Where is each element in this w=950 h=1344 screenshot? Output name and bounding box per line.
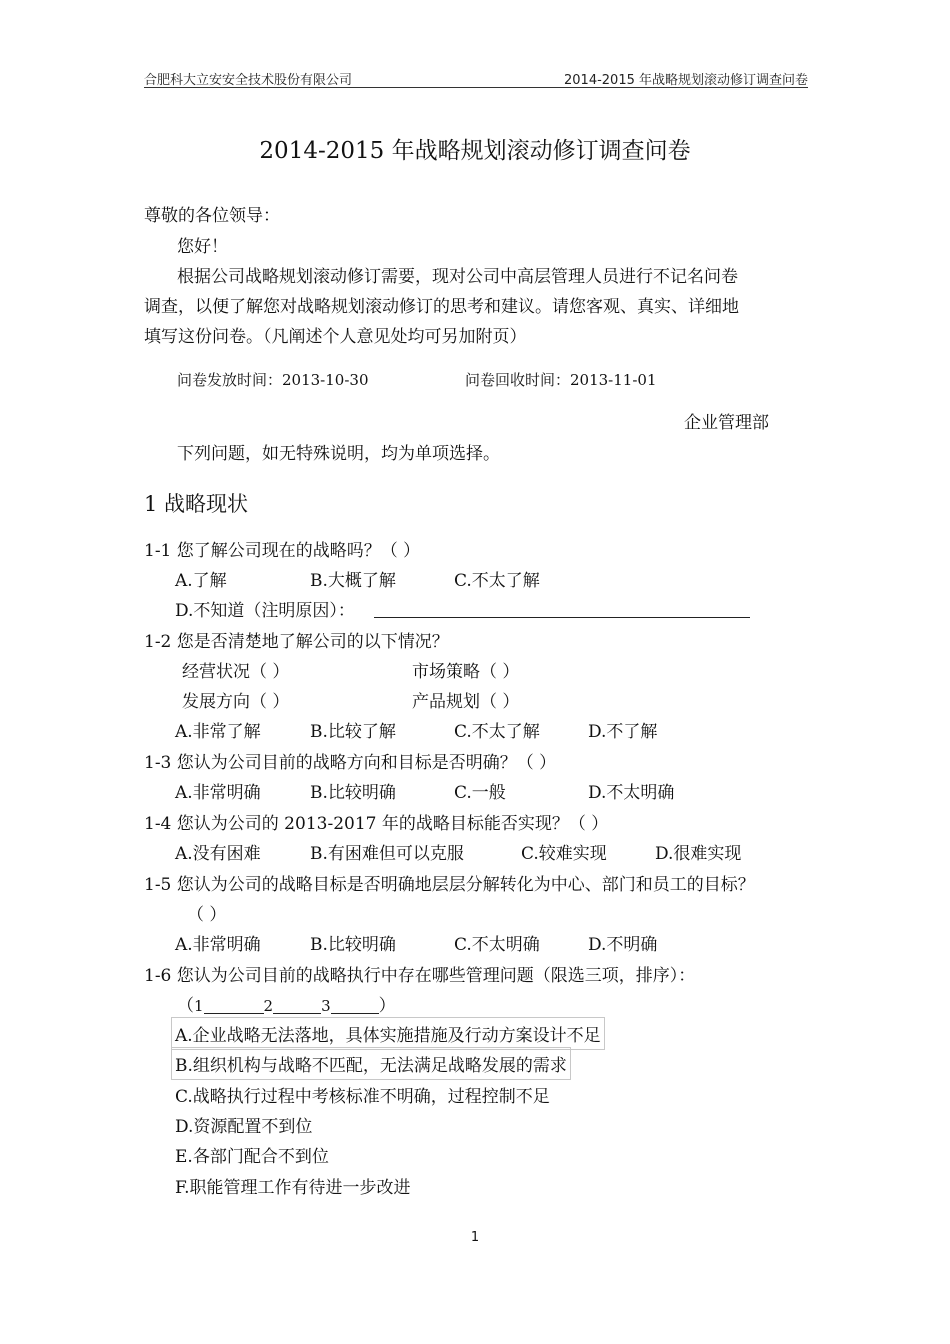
q6-rank-1-label: 1 — [194, 997, 204, 1015]
q6-option-f: F.职能管理工作有待进一步改进 — [175, 1178, 411, 1198]
issue-date: 问卷发放时间：2013-10-30 — [177, 371, 369, 389]
q4-option-b: B.有困难但可以克服 — [310, 844, 464, 864]
q6-close-paren: ） — [378, 996, 396, 1016]
q3-option-c: C.一般 — [454, 783, 506, 803]
return-date: 问卷回收时间：2013-11-01 — [465, 371, 657, 389]
q6-rank-2-blank[interactable] — [273, 997, 321, 1014]
q2-item-product: 产品规划（ ） — [412, 692, 520, 712]
intro-line-3: 填写这份问卷。（凡阐述个人意见处均可另加附页） — [144, 327, 527, 347]
section-heading: 1 战略现状 — [144, 492, 249, 516]
q1-option-d: D.不知道（注明原因）： — [175, 601, 355, 621]
q6-rank-3-blank[interactable] — [331, 997, 379, 1014]
q3-option-a: A.非常明确 — [175, 783, 261, 803]
q2-option-c: C.不太了解 — [454, 722, 540, 742]
intro-line-2: 调查，以便了解您对战略规划滚动修订的思考和建议。请您客观、真实、详细地 — [144, 297, 739, 317]
q2-option-d: D.不了解 — [588, 722, 658, 742]
header-doc-title: 2014-2015 年战略规划滚动修订调查问卷 — [564, 73, 808, 88]
q6-option-c: C.战略执行过程中考核标准不明确，过程控制不足 — [175, 1087, 550, 1107]
header-rule — [144, 87, 808, 88]
q3-option-d: D.不太明确 — [588, 783, 675, 803]
page-title: 2014-2015 年战略规划滚动修订调查问卷 — [259, 138, 691, 164]
q6-rank-2-label: 2 — [263, 997, 274, 1015]
q4-option-c: C.较难实现 — [521, 844, 607, 864]
department: 企业管理部 — [684, 413, 769, 433]
q4-option-d: D.很难实现 — [655, 844, 742, 864]
q4-option-a: A.没有困难 — [175, 844, 261, 864]
q2-option-a: A.非常了解 — [175, 722, 261, 742]
q1-option-a: A.了解 — [175, 571, 227, 591]
q1-reason-blank[interactable] — [374, 601, 750, 618]
q1-option-b: B.大概了解 — [310, 571, 396, 591]
question-1-4: 1-4 您认为公司的 2013-2017 年的战略目标能否实现？（ ） — [144, 814, 609, 834]
q2-item-direction: 发展方向（ ） — [182, 692, 290, 712]
header-company: 合肥科大立安安全技术股份有限公司 — [144, 73, 353, 88]
q5-answer-paren: （ ） — [187, 905, 227, 925]
q5-option-d: D.不明确 — [588, 935, 658, 955]
question-1-1: 1-1 您了解公司现在的战略吗？（ ） — [144, 541, 421, 561]
q6-rank-3-label: 3 — [321, 997, 331, 1015]
question-1-6: 1-6 您认为公司目前的战略执行中存在哪些管理问题（限选三项，排序）： — [144, 966, 696, 986]
q1-option-c: C.不太了解 — [454, 571, 540, 591]
intro-line-1: 根据公司战略规划滚动修订需要，现对公司中高层管理人员进行不记名问卷 — [177, 267, 738, 287]
q5-option-a: A.非常明确 — [175, 935, 261, 955]
q6-option-b: B.组织机构与战略不匹配，无法满足战略发展的需求 — [175, 1051, 567, 1076]
q2-item-operations: 经营状况（ ） — [182, 662, 290, 682]
q5-option-c: C.不太明确 — [454, 935, 540, 955]
q2-option-b: B.比较了解 — [310, 722, 396, 742]
q5-option-b: B.比较明确 — [310, 935, 396, 955]
q6-ranking-line — [177, 991, 396, 1016]
question-1-5: 1-5 您认为公司的战略目标是否明确地层层分解转化为中心、部门和员工的目标？ — [144, 875, 755, 895]
instruction: 下列问题，如无特殊说明，均为单项选择。 — [177, 444, 500, 464]
q2-item-market: 市场策略（ ） — [412, 662, 520, 682]
page-number: 1 — [470, 1230, 480, 1245]
q6-option-a: A.企业战略无法落地，具体实施措施及行动方案设计不足 — [175, 1021, 601, 1046]
q6-option-e: E.各部门配合不到位 — [175, 1147, 329, 1167]
q6-open-paren: （ — [177, 996, 194, 1016]
q6-option-d: D.资源配置不到位 — [175, 1117, 313, 1137]
question-1-2: 1-2 您是否清楚地了解公司的以下情况？ — [144, 632, 449, 652]
q3-option-b: B.比较明确 — [310, 783, 396, 803]
q6-rank-1-blank[interactable] — [204, 997, 264, 1014]
question-1-3: 1-3 您认为公司目前的战略方向和目标是否明确？（ ） — [144, 753, 557, 773]
salutation: 尊敬的各位领导： — [144, 206, 280, 226]
greeting: 您好！ — [177, 237, 228, 257]
